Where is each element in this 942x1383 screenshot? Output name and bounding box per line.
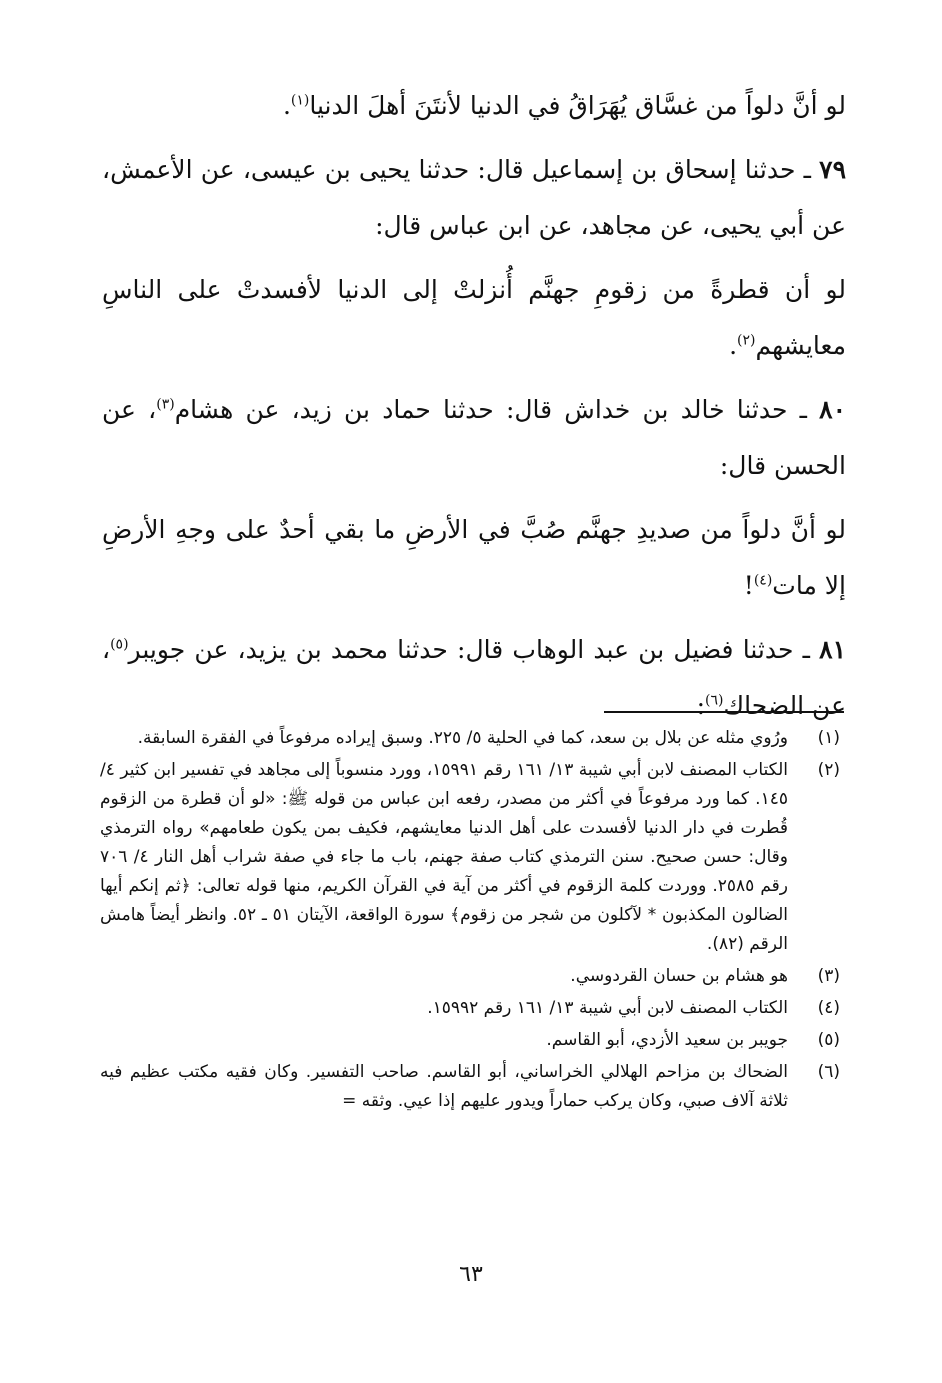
paragraph-5 (102, 502, 846, 614)
footnote-6 (100, 1058, 846, 1116)
paragraph-3-end: . (729, 331, 738, 360)
footnote-number: (٦) (817, 1062, 840, 1082)
hadith-81-isnad-a: ـ حدثنا فضيل بن عبد الوهاب قال: حدثنا محمد بن يزيد، عن جويبر (128, 635, 810, 664)
hadith-80 (102, 382, 846, 494)
footnotes (100, 724, 846, 1119)
paragraph-3-text: لو أن قطرةً من زقومِ جهنَّم أُنزلتْ إلى الدنيا لأفسدتْ على الناسِ معايشهم (102, 275, 846, 360)
hadith-81-end: : (696, 691, 706, 720)
footnote-text: ورُوي مثله عن بلال بن سعد، كما في الحلية ٥/ ٢٢٥. وسبق إيراده مرفوعاً في الفقرة السابقة. (137, 728, 788, 748)
hadith-number-81: ٨١ (819, 635, 846, 664)
paragraph-5-text: لو أنَّ دلواً من صديدِ جهنَّم صُبَّ في الأرضِ ما بقي أحدٌ على وجهِ الأرضِ إلا مات (102, 515, 846, 600)
footnote-2 (100, 756, 846, 959)
hadith-81 (102, 622, 846, 734)
paragraph-1-text: لو أنَّ دلواً من غسَّاق يُهَرَاقُ في الدنيا لأنتَنَ أهلَ الدنيا (309, 91, 846, 120)
footnote-text: الكتاب المصنف لابن أبي شيبة ١٣/ ١٦١ رقم ١٥٩٩٢. (427, 998, 788, 1018)
footnote-ref-5[interactable]: (٥) (110, 636, 129, 653)
hadith-81-isnad-b: ، عن الضحاك (102, 635, 846, 720)
footnote-number: (١) (817, 728, 840, 748)
hadith-number-80: ٨٠ (819, 395, 846, 424)
footnote-3 (100, 962, 846, 991)
paragraph-3 (102, 262, 846, 374)
paragraph-5-end: ! (743, 571, 754, 600)
page-number: ٦٣ (459, 1262, 483, 1287)
footnote-ref-3[interactable]: (٣) (156, 396, 175, 413)
hadith-80-isnad-a: ـ حدثنا خالد بن خداش قال: حدثنا حماد بن زيد، عن هشام (174, 395, 807, 424)
hadith-79-isnad: ـ حدثنا إسحاق بن إسماعيل قال: حدثنا يحيى بن عيسى، عن الأعمش، عن أبي يحيى، عن مجاهد، عن ابن عباس قال: (102, 155, 846, 240)
footnote-text: الكتاب المصنف لابن أبي شيبة ١٣/ ١٦١ رقم ١٥٩٩١، وورد منسوباً إلى مجاهد في تفسير ابن كثير ٤/ ١٤٥. كما ورد مرفوعاً في أكثر من مصدر، رفعه ابن عباس من قوله ﷺ: «لو أن قطرة من الزقوم قُطرت في دار الدنيا لأفسدت على أهل الدنيا معايشهم، فكيف بمن يكون طعامهم» رواه الترمذي وقال: حسن صحيح. سنن الترمذي كتاب صفة جهنم، باب ما جاء في صفة شراب أهل النار ٤/ ٧٠٦ رقم ٢٥٨٥. ووردت كلمة الزقوم في أكثر من آية في القرآن الكريم، منها قوله تعالى: ﴿ثم إنكم أيها الضالون المكذبون * لآكلون من شجر من زقوم﴾ سورة الواقعة، الآيتان ٥١ ـ ٥٢. وانظر أيضاً هامش الرقم (٨٢). (100, 760, 789, 954)
footnote-number: (٤) (817, 998, 840, 1018)
footnote-ref-6[interactable]: (٦) (705, 692, 724, 709)
footnote-text: الضحاك بن مزاحم الهلالي الخراساني، أبو القاسم. صاحب التفسير. وكان فقيه مكتب عظيم فيه ثلاثة آلاف صبي، وكان يركب حماراً ويدور عليهم إذا عيي. وثقه = (100, 1062, 788, 1111)
footnote-4 (100, 994, 846, 1023)
paragraph-1-end: . (282, 91, 291, 120)
footnote-text: جويبر بن سعيد الأزدي، أبو القاسم. (546, 1030, 788, 1050)
paragraph-1 (102, 78, 846, 134)
footnote-ref-2[interactable]: (٢) (737, 332, 756, 349)
footnote-number: (٢) (817, 760, 840, 780)
footnote-ref-1[interactable]: (١) (290, 92, 310, 109)
footnote-divider (604, 711, 844, 713)
main-text (102, 78, 846, 742)
footnote-number: (٣) (817, 966, 840, 986)
footnote-number: (٥) (817, 1030, 840, 1050)
hadith-79 (102, 142, 846, 254)
hadith-80-isnad-b: ، عن الحسن قال: (102, 395, 846, 480)
footnote-text: هو هشام بن حسان القردوسي. (570, 966, 788, 986)
hadith-number-79: ٧٩ (819, 155, 847, 184)
footnote-5 (100, 1026, 846, 1055)
footnote-ref-4[interactable]: (٤) (753, 572, 773, 589)
footnote-1 (100, 724, 846, 753)
